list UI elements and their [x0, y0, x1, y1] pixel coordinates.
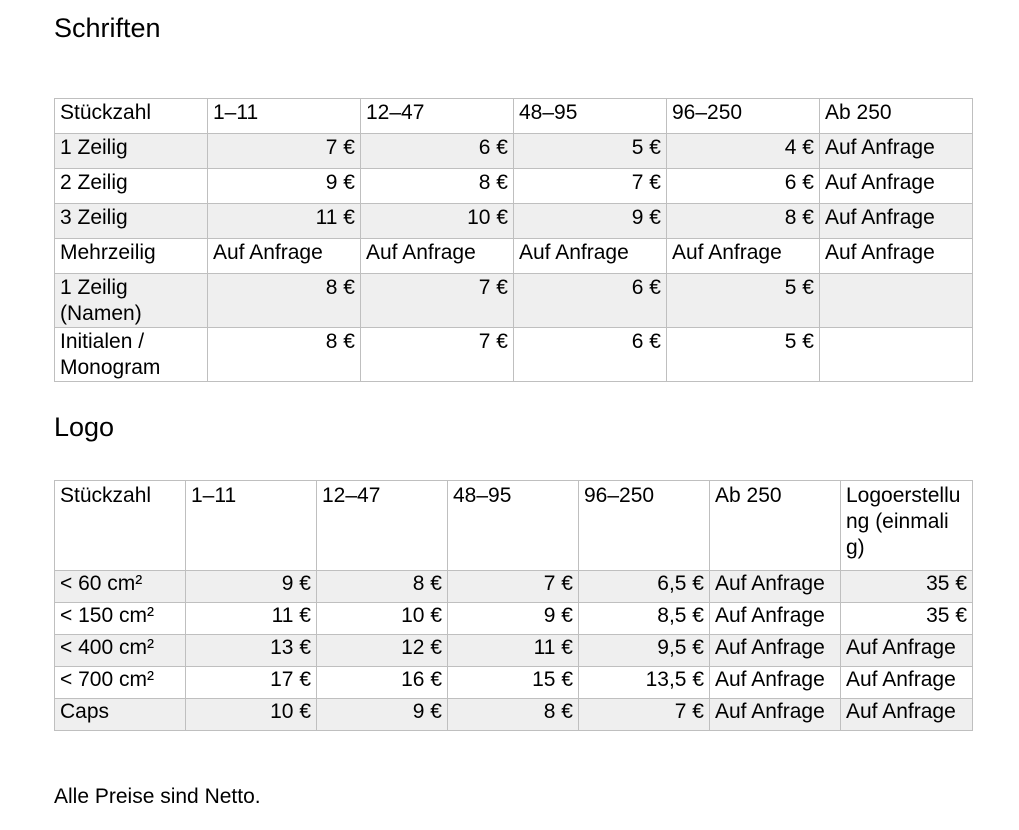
price-cell: 8 € — [667, 204, 820, 239]
price-cell: 13,5 € — [579, 667, 710, 699]
price-cell: 6 € — [514, 328, 667, 382]
price-cell: 8 € — [208, 274, 361, 328]
logo-heading: Logo — [54, 412, 115, 442]
row-label-cell: < 60 cm² — [55, 571, 186, 603]
price-cell: 5 € — [667, 328, 820, 382]
row-label-cell: Initialen / Monogram — [55, 328, 208, 382]
price-cell: 11 € — [448, 635, 579, 667]
price-cell: Auf Anfrage — [208, 239, 361, 274]
price-cell: Auf Anfrage — [841, 667, 973, 699]
price-cell: 6 € — [361, 134, 514, 169]
price-cell: 11 € — [208, 204, 361, 239]
price-cell: 12 € — [317, 635, 448, 667]
header-cell: 12–47 — [361, 99, 514, 134]
price-cell: 9 € — [317, 699, 448, 731]
header-cell: 48–95 — [514, 99, 667, 134]
table-row — [55, 239, 973, 274]
price-cell: Auf Anfrage — [710, 571, 841, 603]
price-cell: 35 € — [841, 571, 973, 603]
table-row — [55, 169, 973, 204]
table-row — [55, 571, 973, 603]
row-label-cell: < 700 cm² — [55, 667, 186, 699]
price-cell: Auf Anfrage — [710, 699, 841, 731]
price-cell: Auf Anfrage — [710, 603, 841, 635]
price-cell: Auf Anfrage — [514, 239, 667, 274]
price-cell: Auf Anfrage — [667, 239, 820, 274]
price-cell: 10 € — [186, 699, 317, 731]
table-header-row — [55, 481, 973, 571]
table-row — [55, 134, 973, 169]
price-cell: 4 € — [667, 134, 820, 169]
schriften-heading: Schriften — [54, 13, 161, 43]
header-cell: 96–250 — [579, 481, 710, 571]
table-header-row — [55, 99, 973, 134]
price-cell: 9 € — [448, 603, 579, 635]
row-label-cell: Mehrzeilig — [55, 239, 208, 274]
price-cell: 7 € — [361, 328, 514, 382]
header-cell: 48–95 — [448, 481, 579, 571]
table-row — [55, 635, 973, 667]
header-cell: Ab 250 — [710, 481, 841, 571]
row-label-cell: 1 Zeilig — [55, 134, 208, 169]
empty-cell — [820, 328, 973, 382]
price-cell: 10 € — [361, 204, 514, 239]
header-cell: 1–11 — [186, 481, 317, 571]
price-cell: 7 € — [208, 134, 361, 169]
price-cell: 15 € — [448, 667, 579, 699]
price-cell: 6 € — [667, 169, 820, 204]
header-cell: 96–250 — [667, 99, 820, 134]
price-cell: 9 € — [186, 571, 317, 603]
price-cell: 8 € — [361, 169, 514, 204]
price-cell: 5 € — [667, 274, 820, 328]
table-row — [55, 699, 973, 731]
price-cell: 9,5 € — [579, 635, 710, 667]
table-row — [55, 603, 973, 635]
row-label-cell: < 400 cm² — [55, 635, 186, 667]
price-cell: 7 € — [514, 169, 667, 204]
price-cell: Auf Anfrage — [841, 635, 973, 667]
header-cell: 1–11 — [208, 99, 361, 134]
price-cell: 13 € — [186, 635, 317, 667]
price-cell: 9 € — [514, 204, 667, 239]
price-cell: Auf Anfrage — [820, 134, 973, 169]
row-label-cell: 1 Zeilig (Namen) — [55, 274, 208, 328]
row-label-cell: < 150 cm² — [55, 603, 186, 635]
row-label-cell: 2 Zeilig — [55, 169, 208, 204]
price-cell: 8 € — [448, 699, 579, 731]
price-cell: Auf Anfrage — [710, 667, 841, 699]
table-row — [55, 274, 973, 328]
price-cell: Auf Anfrage — [841, 699, 973, 731]
price-cell: 11 € — [186, 603, 317, 635]
price-cell: 5 € — [514, 134, 667, 169]
header-cell: Ab 250 — [820, 99, 973, 134]
schriften-price-table — [54, 98, 973, 382]
price-cell: Auf Anfrage — [710, 635, 841, 667]
price-cell: 7 € — [361, 274, 514, 328]
price-cell: 17 € — [186, 667, 317, 699]
price-cell: 16 € — [317, 667, 448, 699]
price-cell: 35 € — [841, 603, 973, 635]
header-cell: Stückzahl — [55, 481, 186, 571]
logo-price-table — [54, 480, 973, 731]
price-cell: Auf Anfrage — [820, 169, 973, 204]
price-cell: Auf Anfrage — [820, 204, 973, 239]
footer-note: Alle Preise sind Netto. — [54, 785, 261, 808]
header-cell: Stückzahl — [55, 99, 208, 134]
table-row — [55, 204, 973, 239]
price-cell: 7 € — [579, 699, 710, 731]
row-label-cell: Caps — [55, 699, 186, 731]
price-cell: 8 € — [208, 328, 361, 382]
price-cell: 6,5 € — [579, 571, 710, 603]
price-cell: Auf Anfrage — [361, 239, 514, 274]
price-cell: Auf Anfrage — [820, 239, 973, 274]
empty-cell — [820, 274, 973, 328]
header-cell: 12–47 — [317, 481, 448, 571]
table-row — [55, 667, 973, 699]
price-cell: 10 € — [317, 603, 448, 635]
table-row — [55, 328, 973, 382]
price-cell: 9 € — [208, 169, 361, 204]
price-cell: 8,5 € — [579, 603, 710, 635]
row-label-cell: 3 Zeilig — [55, 204, 208, 239]
header-cell: Logoerstellung (einmalig) — [841, 481, 973, 571]
price-cell: 8 € — [317, 571, 448, 603]
price-cell: 6 € — [514, 274, 667, 328]
price-cell: 7 € — [448, 571, 579, 603]
